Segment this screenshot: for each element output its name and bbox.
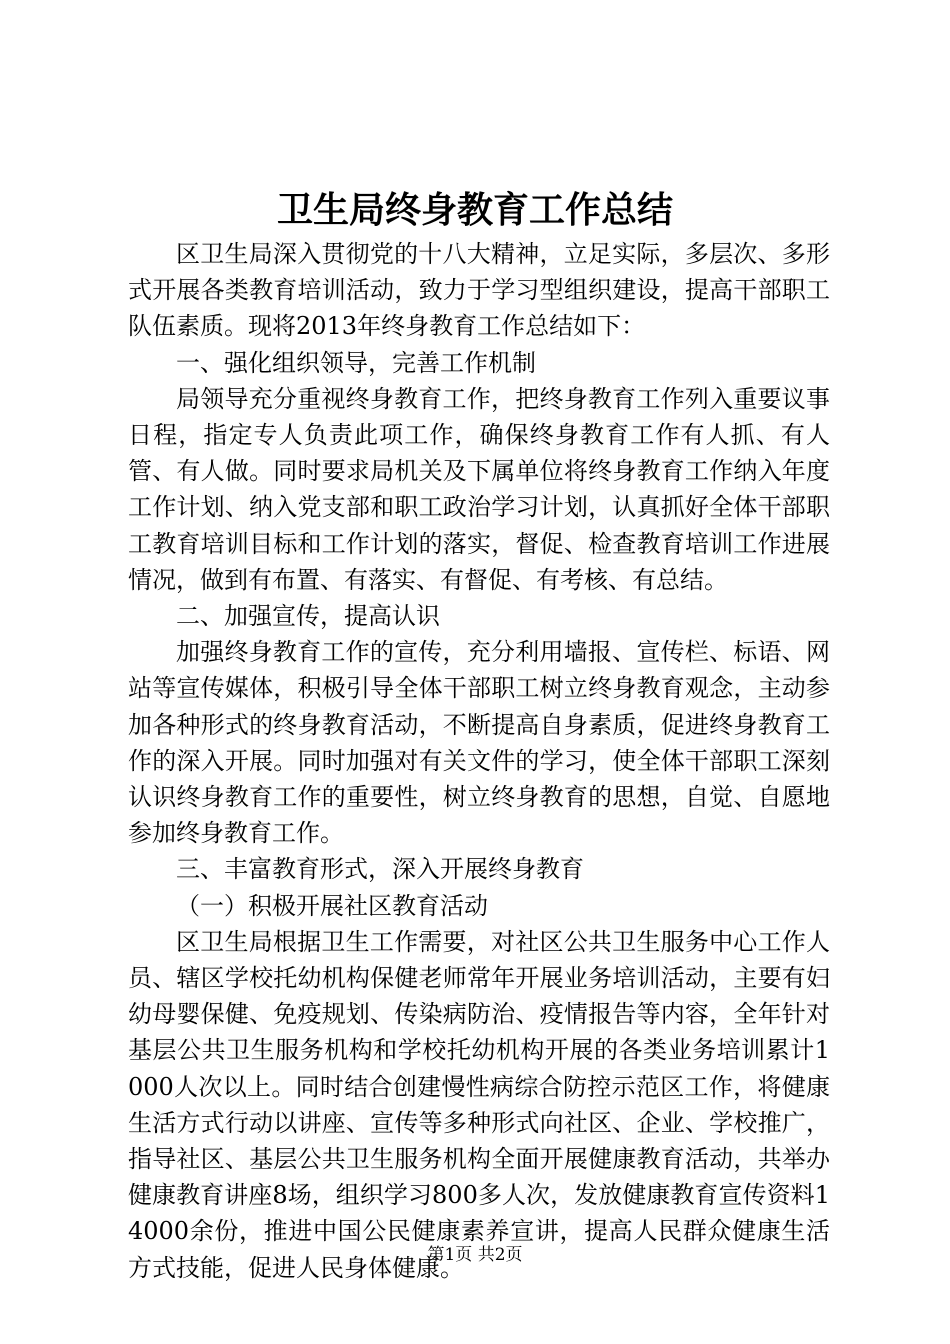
section-heading-1: 一、强化组织领导，完善工作机制: [176, 348, 536, 377]
section-paragraph-2: 加强终身教育工作的宣传，充分利用墙报、宣传栏、标语、网站等宣传媒体，积极引导全体干部职工树立终身教育观念，主动参加各种形式的终身教育活动，不断提高自身素质，促进终身教育工作的深入开展。同时加强对有关文件的学习，使全体干部职工深刻认识终身教育工作的重要性，树立终身教育的思想，自觉、自愿地参加终身教育工作。: [128, 638, 830, 848]
section-heading-2: 二、加强宣传，提高认识: [176, 602, 440, 631]
subsection-paragraph-1: 区卫生局根据卫生工作需要，对社区公共卫生服务中心工作人员、辖区学校托幼机构保健老师常年开展业务培训活动，主要有妇幼母婴保健、免疫规划、传染病防治、疫情报告等内容，全年针对基层公共卫生服务机构和学校托幼机构开展的各类业务培训累计1000人次以上。同时结合创建慢性病综合防控示范区工作，将健康生活方式行动以讲座、宣传等多种形式向社区、企业、学校推广，指导社区、基层公共卫生服务机构全面开展健康教育活动，共举办健康教育讲座8场，组织学习800多人次，发放健康教育宣传资料14000余份，推进中国公民健康素养宣讲，提高人民群众健康生活方式技能，促进人民身体健康。: [128, 927, 830, 1282]
section-paragraph-1: 局领导充分重视终身教育工作，把终身教育工作列入重要议事日程，指定专人负责此项工作，确保终身教育工作有人抓、有人管、有人做。同时要求局机关及下属单位将终身教育工作纳入年度工作计划、纳入党支部和职工政治学习计划，认真抓好全体干部职工教育培训目标和工作计划的落实，督促、检查教育培训工作进展情况，做到有布置、有落实、有督促、有考核、有总结。: [128, 384, 830, 594]
subsection-heading-1: （一）积极开展社区教育活动: [176, 891, 488, 920]
document-title: 卫生局终身教育工作总结: [276, 189, 673, 231]
document-body: [128, 236, 830, 1286]
section-heading-3: 三、丰富教育形式，深入开展终身教育: [176, 855, 584, 884]
intro-paragraph: 区卫生局深入贯彻党的十八大精神，立足实际，多层次、多形式开展各类教育培训活动，致力于学习型组织建设，提高干部职工队伍素质。现将2013年终身教育工作总结如下：: [128, 240, 830, 341]
page-footer: 第1页 共2页: [427, 1245, 523, 1265]
